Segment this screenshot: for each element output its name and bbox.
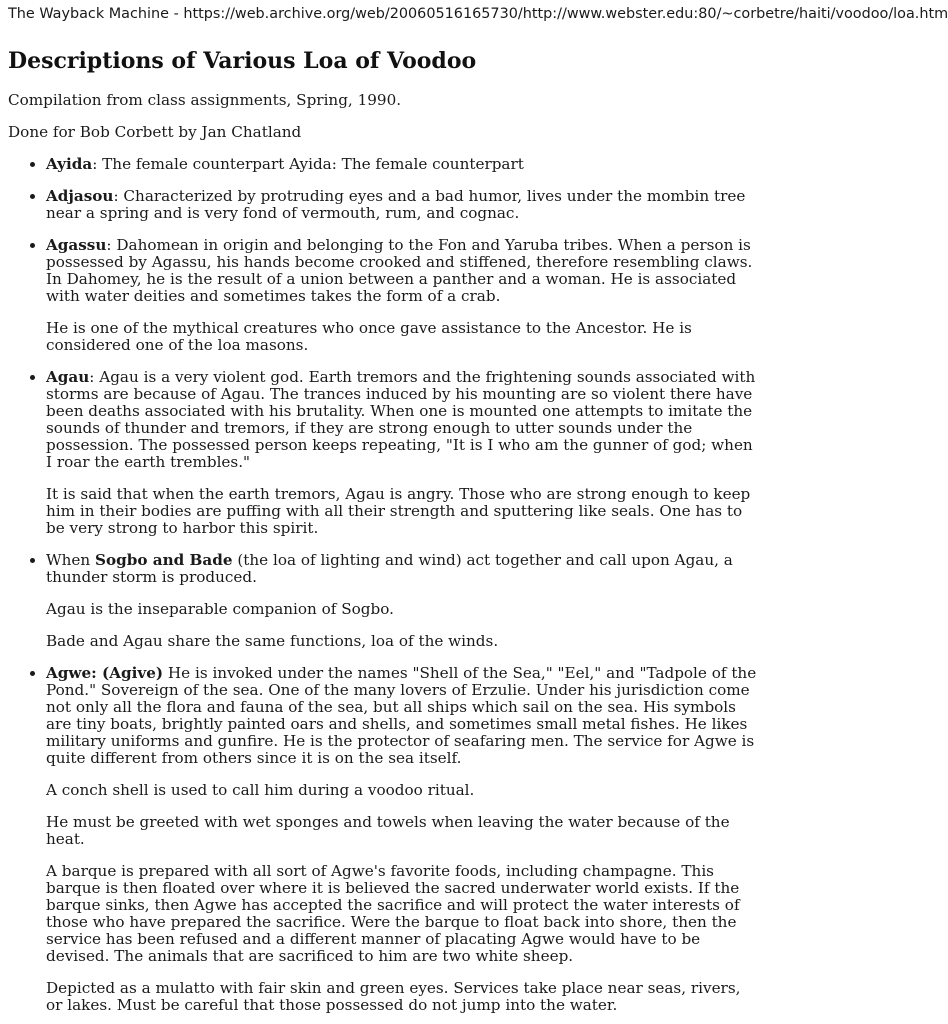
list-item	[46, 188, 760, 222]
list-item	[46, 369, 760, 537]
entry-paragraph: A conch shell is used to call him during a voodoo ritual.	[46, 781, 475, 799]
entry-paragraph	[46, 369, 760, 471]
loa-name: Sogbo and Bade	[95, 551, 233, 569]
wayback-header-text: The Wayback Machine - https://web.archive.org/web/20060516165730/http://www.webster.edu:80/~corbetre/haiti/voodoo/loa.htm	[8, 6, 948, 22]
list-item	[46, 156, 760, 173]
entry-text: : Characterized by protruding eyes and a bad humor, lives under the mombin tree near a spring and is very fond of vermouth, rum, and cognac.	[46, 187, 746, 222]
entry-paragraph	[46, 665, 760, 767]
loa-name: Agassu	[46, 236, 107, 254]
loa-list	[8, 156, 760, 1014]
entry-paragraph	[46, 188, 760, 222]
loa-name: Agwe: (Agive)	[46, 664, 164, 682]
entry-text: : Agau is a very violent god. Earth tremors and the frightening sounds associated with storms are because of Agau. The trances induced by his mounting are so violent there have been deaths associated with his brutality. When one is mounted one attempts to imitate the sounds of thunder and tremors, if they are strong enough to utter sounds under the possession. The possessed person keeps repeating, "It is I who am the gunner of god; when I roar the earth trembles."	[46, 368, 756, 471]
entry-paragraph: He is one of the mythical creatures who once gave assistance to the Ancestor. He is considered one of the loa masons.	[46, 319, 692, 354]
entry-prefix: When	[46, 551, 95, 569]
page-content	[0, 47, 768, 1014]
loa-name: Adjasou	[46, 187, 114, 205]
entry-paragraph: He must be greeted with wet sponges and towels when leaving the water because of the heat.	[46, 813, 730, 848]
list-item	[46, 237, 760, 354]
list-item	[46, 552, 760, 650]
page-credit: Done for Bob Corbett by Jan Chatland	[8, 123, 302, 141]
entry-paragraph: It is said that when the earth tremors, Agau is angry. Those who are strong enough to keep him in their bodies are puffing with all their strength and sputtering like seals. One has to be very strong to harbor this spirit.	[46, 485, 751, 537]
page-subtitle: Compilation from class assignments, Spring, 1990.	[8, 91, 402, 109]
entry-paragraph: Agau is the inseparable companion of Sogbo.	[46, 600, 394, 618]
loa-name: Agau	[46, 368, 90, 386]
wayback-header-bar	[0, 0, 948, 28]
entry-text: : The female counterpart Ayida: The female counterpart	[92, 155, 524, 173]
entry-paragraph: A barque is prepared with all sort of Agwe's favorite foods, including champagne. This barque is then floated over where it is believed the sacred underwater world exists. If the barque sinks, then Agwe has accepted the sacrifice and will protect the water interests of those who have prepared the sacrifice. Were the barque to float back into shore, then the service has been refused and a different manner of placating Agwe would have to be devised. The animals that are sacrificed to him are two white sheep.	[46, 862, 740, 965]
entry-text: He is invoked under the names "Shell of the Sea," "Eel," and "Tadpole of the Pond." Sovereign of the sea. One of the many lovers of Erzulie. Under his jurisdiction come not only all the flora and fauna of the sea, but all ships which sail on the sea. His symbols are tiny boats, brightly painted oars and shells, and sometimes small metal fishes. He likes military uniforms and gunfire. He is the protector of seafaring men. The service for Agwe is quite different from others since it is on the sea itself.	[46, 664, 757, 767]
list-item	[46, 665, 760, 1014]
entry-paragraph	[46, 552, 760, 586]
entry-text: : Dahomean in origin and belonging to the Fon and Yaruba tribes. When a person is possessed by Agassu, his hands become crooked and stiffened, therefore resembling claws. In Dahomey, he is the result of a union between a panther and a woman. He is associated with water deities and sometimes takes the form of a crab.	[46, 236, 753, 305]
entry-paragraph: Bade and Agau share the same functions, loa of the winds.	[46, 632, 499, 650]
entry-paragraph	[46, 237, 760, 305]
page-title: Descriptions of Various Loa of Voodoo	[8, 48, 477, 74]
entry-paragraph	[46, 156, 760, 173]
entry-text: (the loa of lighting and wind) act together and call upon Agau, a thunder storm is produced.	[46, 551, 733, 586]
entry-paragraph: Depicted as a mulatto with fair skin and green eyes. Services take place near seas, rivers, or lakes. Must be careful that those possessed do not jump into the water.	[46, 979, 741, 1014]
loa-name: Ayida	[46, 155, 93, 173]
